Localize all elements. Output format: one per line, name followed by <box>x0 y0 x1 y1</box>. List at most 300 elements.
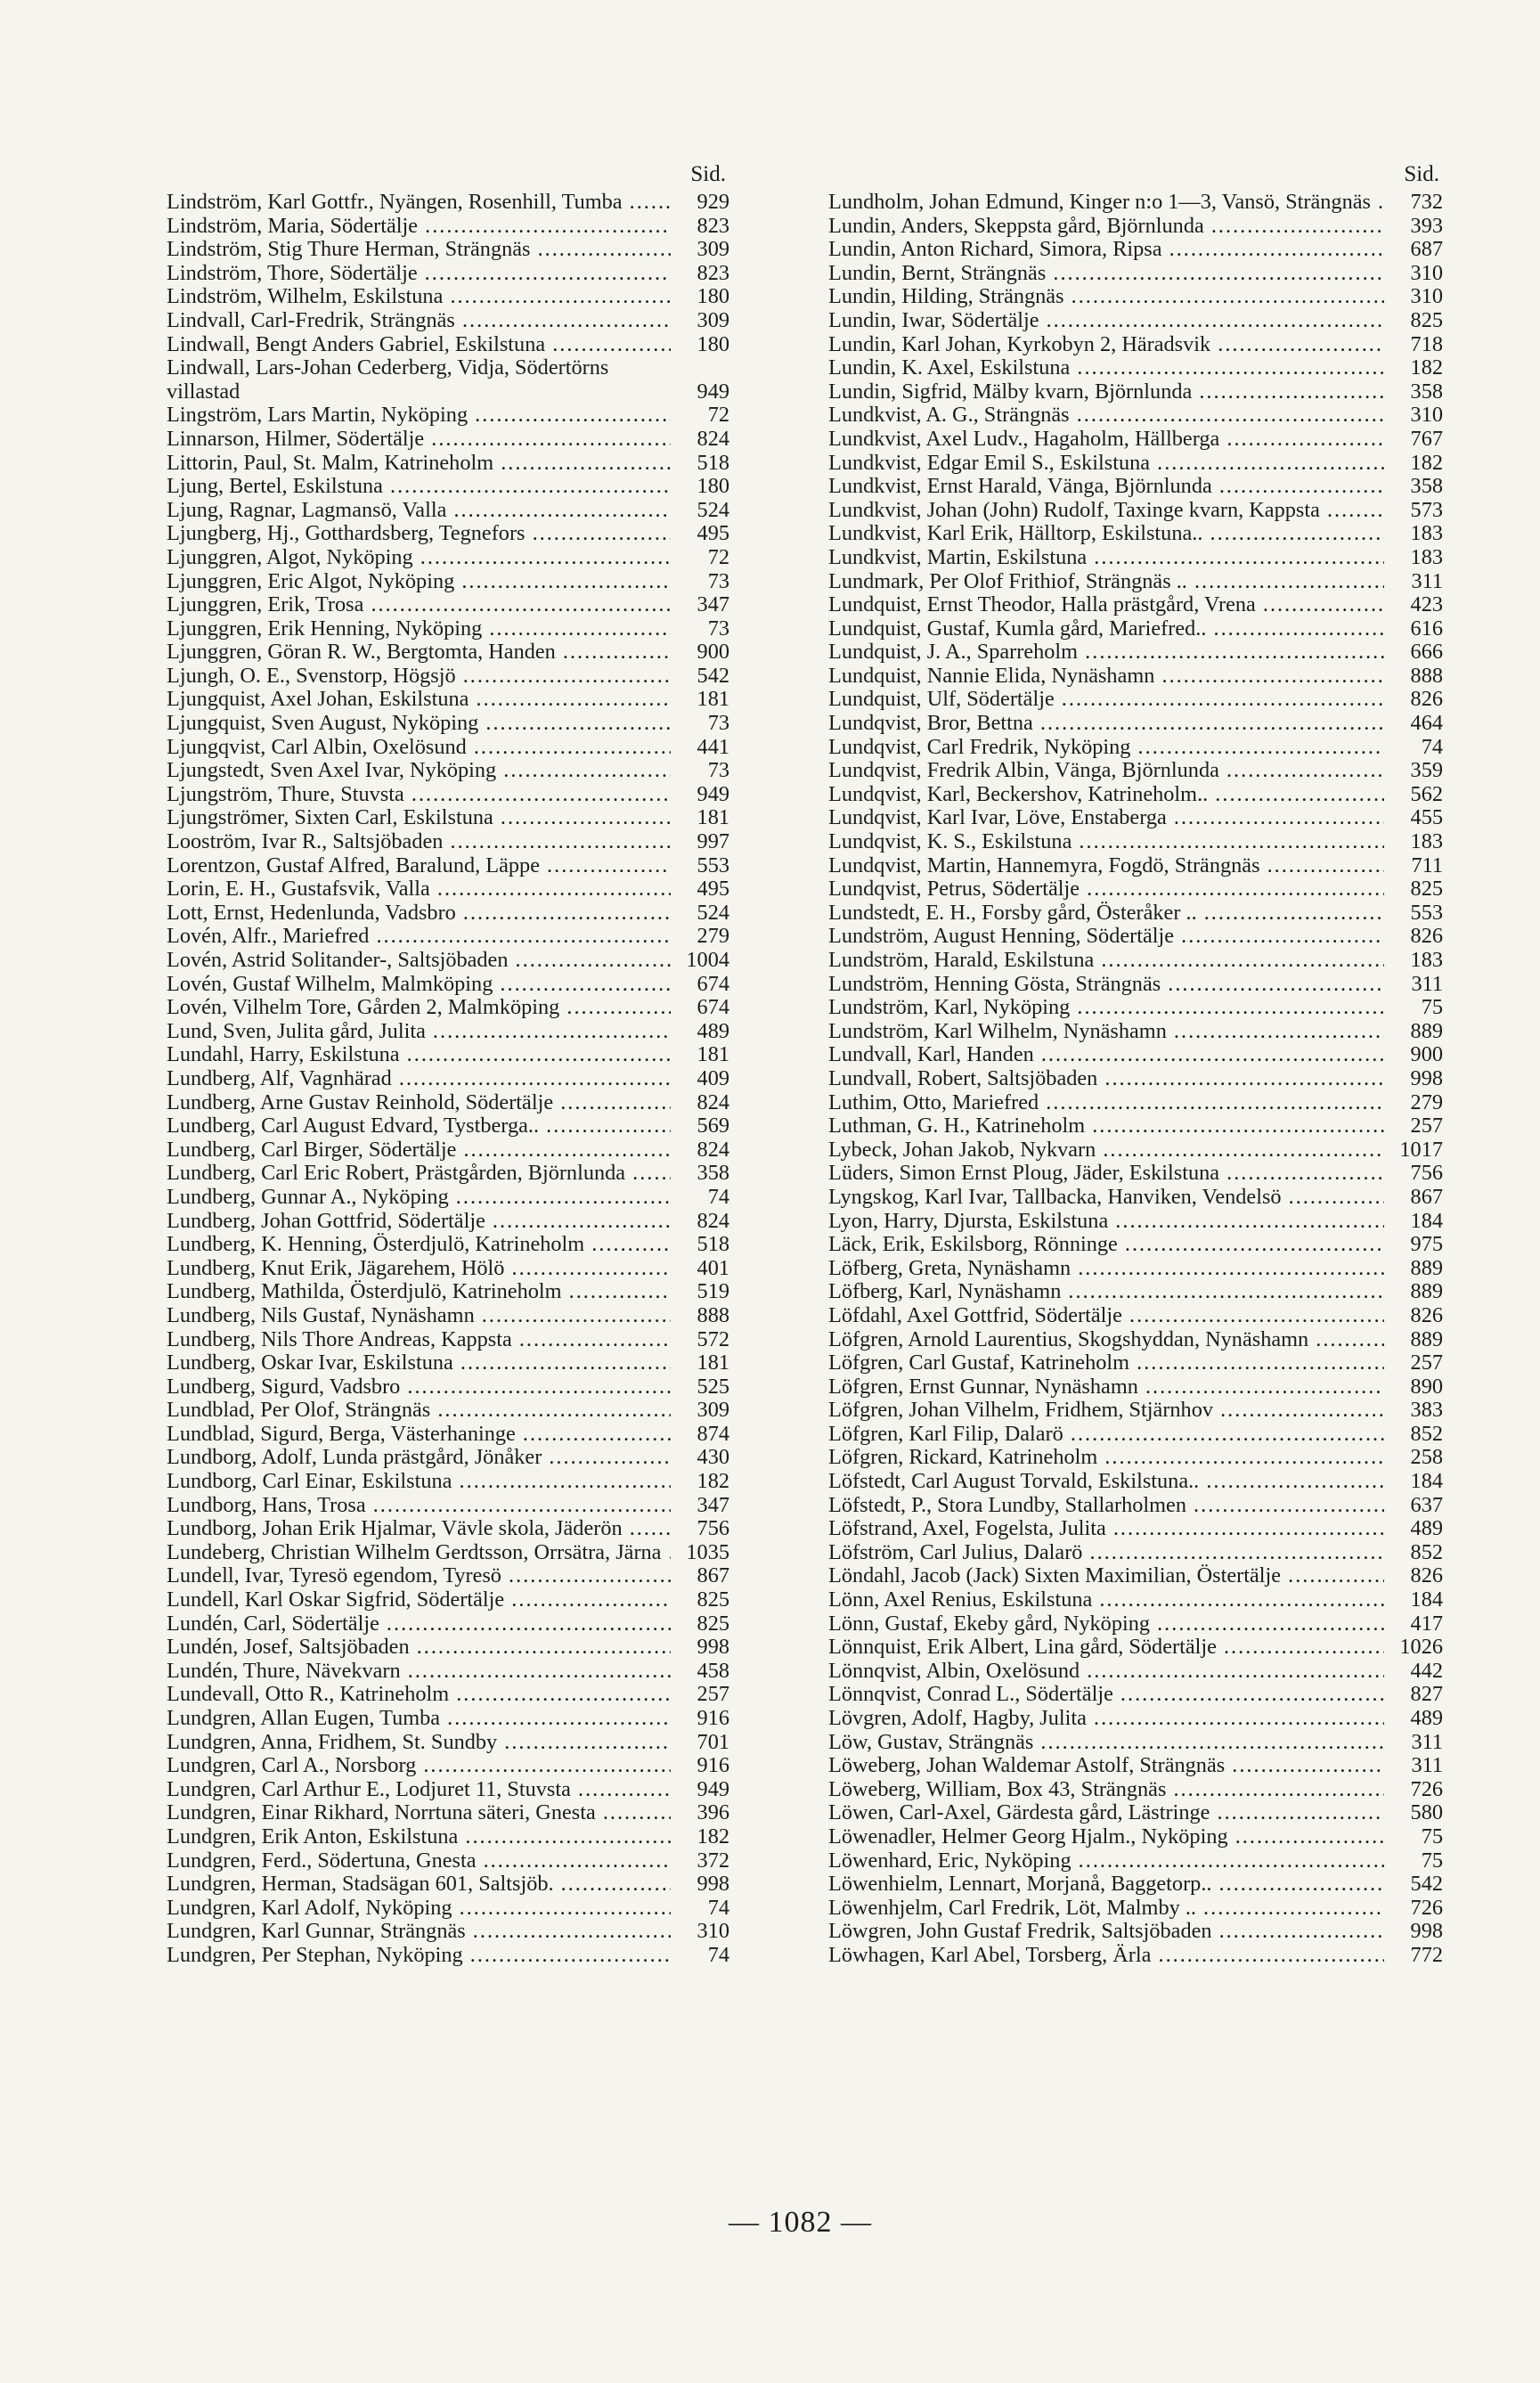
directory-entry <box>828 925 1443 949</box>
entry-name: Lundqvist, K. S., Eskilstuna ..... <box>828 830 1384 854</box>
entry-page-number: 553 <box>1410 900 1443 925</box>
entry-name: Looström, Ivar R., Saltsjöbaden ..... <box>167 830 671 854</box>
entry-name: Lundholm, Johan Edmund, Kinger n:o 1—3, Vansö, Strängnäs ..... <box>828 191 1384 215</box>
entry-name: Lindström, Karl Gottfr., Nyängen, Rosenhill, Tumba ..... <box>167 191 671 215</box>
entry-name: Lundberg, K. Henning, Österdjulö, Katrineholm ..... <box>167 1233 671 1257</box>
entry-page-number: 73 <box>707 758 729 783</box>
directory-entry <box>167 1707 729 1731</box>
directory-entry <box>167 1446 729 1470</box>
directory-entry <box>828 1233 1443 1257</box>
entry-page-number: 997 <box>697 829 729 854</box>
entry-page-number: 562 <box>1410 781 1443 806</box>
entry-page-number: 826 <box>1410 1563 1443 1588</box>
entry-page-number: 257 <box>1410 1114 1443 1138</box>
entry-page-number: 423 <box>1410 592 1443 617</box>
directory-entry <box>828 333 1443 357</box>
directory-entry <box>167 522 729 546</box>
directory-entry <box>828 593 1443 617</box>
entry-name: Ljunggren, Erik, Trosa ..... <box>167 593 671 617</box>
directory-entry <box>828 1920 1443 1944</box>
entry-page-number: 182 <box>1410 355 1443 380</box>
entry-page-number: 75 <box>1421 1848 1443 1873</box>
entry-name: Lott, Ernst, Hedenlunda, Vadsbro ..... <box>167 902 671 926</box>
directory-entry <box>167 1897 729 1921</box>
entry-name: Lundkvist, Ernst Harald, Vänga, Björnlunda ..... <box>828 475 1384 499</box>
entry-page-number: 867 <box>697 1563 729 1588</box>
entry-name: Lundell, Ivar, Tyresö egendom, Tyresö ..... <box>167 1564 671 1588</box>
entry-page-number: 888 <box>697 1302 729 1327</box>
directory-entry <box>828 641 1443 665</box>
directory-entry <box>167 309 729 333</box>
entry-name: Lönnqvist, Albin, Oxelösund ..... <box>828 1660 1384 1684</box>
directory-entry <box>828 1257 1443 1281</box>
entry-page-number: 430 <box>697 1445 729 1470</box>
entry-page-number: 998 <box>1410 1919 1443 1944</box>
directory-entry <box>167 877 729 902</box>
entry-name: Lundblad, Per Olof, Strängnäs ..... <box>167 1399 671 1423</box>
entry-page-number: 442 <box>1410 1658 1443 1683</box>
entry-name: Ljungqvist, Carl Albin, Oxelösund ..... <box>167 736 671 760</box>
entry-name: Lindwall, Lars-Johan Cederberg, Vidja, Södertörns villastad <box>167 356 609 404</box>
entry-name: Lundberg, Arne Gustav Reinhold, Södertälje ..... <box>167 1091 671 1115</box>
directory-entry <box>167 1091 729 1115</box>
entry-name: Lundén, Josef, Saltsjöbaden ..... <box>167 1636 671 1660</box>
entry-name: Lönn, Gustaf, Ekeby gård, Nyköping ..... <box>828 1612 1384 1636</box>
entry-page-number: 182 <box>697 1824 729 1848</box>
entry-page-number: 826 <box>1410 1302 1443 1327</box>
entry-page-number: 711 <box>1411 853 1443 877</box>
directory-entry <box>828 238 1443 262</box>
directory-entry <box>828 1067 1443 1091</box>
directory-entry <box>167 1020 729 1044</box>
directory-entry <box>828 973 1443 997</box>
entry-name: Löfstedt, P., Stora Lundby, Stallarholmen ..... <box>828 1494 1384 1518</box>
directory-entry <box>167 1257 729 1281</box>
directory-entry <box>828 546 1443 570</box>
entry-page-number: 975 <box>1410 1232 1443 1257</box>
page-ref-header: Sid. <box>1404 162 1439 186</box>
entry-name: Lundkvist, Johan (John) Rudolf, Taxinge kvarn, Kappsta ..... <box>828 499 1384 523</box>
entry-page-number: 72 <box>707 544 729 569</box>
entry-page-number: 182 <box>1410 450 1443 475</box>
entry-page-number: 181 <box>697 687 729 712</box>
directory-entry <box>828 1517 1443 1541</box>
entry-name: Ljung, Bertel, Eskilstuna ..... <box>167 475 671 499</box>
entry-name: Lundgren, Carl A., Norsborg ..... <box>167 1754 671 1778</box>
directory-entry <box>167 1920 729 1944</box>
entry-page-number: 826 <box>1410 687 1443 712</box>
directory-entry <box>828 380 1443 404</box>
entry-page-number: 458 <box>697 1658 729 1683</box>
entry-name: Lundberg, Oskar Ivar, Eskilstuna ..... <box>167 1351 671 1375</box>
entry-name: Lundgren, Karl Gunnar, Strängnäs ..... <box>167 1920 671 1944</box>
directory-entry <box>828 285 1443 309</box>
entry-page-number: 258 <box>1410 1445 1443 1470</box>
entry-name: Lundgren, Herman, Stadsägan 601, Saltsjöb. ..... <box>167 1873 671 1897</box>
entry-page-number: 929 <box>697 190 729 214</box>
entry-page-number: 75 <box>1421 995 1443 1020</box>
entry-page-number: 949 <box>697 1776 729 1801</box>
entry-name: Lönn, Axel Renius, Eskilstuna ..... <box>828 1588 1384 1612</box>
entry-name: Lundkvist, Edgar Emil S., Eskilstuna ..... <box>828 452 1384 476</box>
entry-name: Littorin, Paul, St. Malm, Katrineholm ..... <box>167 452 671 476</box>
entry-page-number: 573 <box>1410 497 1443 522</box>
entry-page-number: 455 <box>1410 805 1443 830</box>
entry-page-number: 489 <box>697 1018 729 1043</box>
directory-entry <box>167 925 729 949</box>
entry-name: Lindström, Wilhelm, Eskilstuna ..... <box>167 285 671 309</box>
entry-name: Lundström, Karl, Nyköping ..... <box>828 996 1384 1020</box>
entry-page-number: 524 <box>697 497 729 522</box>
directory-entry <box>828 1541 1443 1565</box>
entry-name: Löweberg, William, Box 43, Strängnäs ..... <box>828 1778 1384 1802</box>
directory-entry <box>828 617 1443 641</box>
directory-entry <box>828 1043 1443 1067</box>
entry-name: Löfstedt, Carl August Torvald, Eskilstuna.. ..... <box>828 1470 1384 1494</box>
entry-page-number: 825 <box>1410 877 1443 902</box>
directory-entry <box>828 428 1443 452</box>
directory-entry <box>828 1660 1443 1684</box>
entry-page-number: 183 <box>1410 829 1443 854</box>
entry-name: Lundqvist, Martin, Hannemyra, Fogdö, Strängnäs ..... <box>828 854 1384 878</box>
directory-entry <box>167 1280 729 1304</box>
entry-name: Löfberg, Greta, Nynäshamn ..... <box>828 1257 1384 1281</box>
directory-entry <box>828 830 1443 854</box>
directory-entry <box>828 1636 1443 1660</box>
directory-entry <box>167 1825 729 1849</box>
entry-name: Lundmark, Per Olof Frithiof, Strängnäs .. ..... <box>828 570 1384 594</box>
entry-page-number: 181 <box>697 1042 729 1067</box>
entry-page-number: 1004 <box>686 948 729 972</box>
entry-page-number: 74 <box>707 1942 729 1967</box>
entry-name: Löwenadler, Helmer Georg Hjalm., Nyköping ..... <box>828 1825 1384 1849</box>
directory-entry <box>828 1162 1443 1186</box>
right-column <box>828 159 1443 1968</box>
entry-name: Lundquist, Nannie Elida, Nynäshamn ..... <box>828 665 1384 689</box>
entry-page-number: 874 <box>697 1421 729 1446</box>
directory-entry <box>167 1517 729 1541</box>
directory-entry <box>167 570 729 594</box>
entry-page-number: 732 <box>1410 190 1443 214</box>
entry-name: Lüders, Simon Ernst Ploug, Jäder, Eskilstuna ..... <box>828 1162 1384 1186</box>
entry-page-number: 616 <box>1410 616 1443 641</box>
directory-entry <box>828 712 1443 736</box>
directory-entry <box>828 1091 1443 1115</box>
entry-name: Lundquist, Gustaf, Kumla gård, Mariefred.. ..... <box>828 617 1384 641</box>
entry-name: Lundqvist, Karl, Beckershov, Katrineholm.. ..... <box>828 783 1384 807</box>
entry-page-number: 756 <box>697 1516 729 1541</box>
directory-entry <box>828 1328 1443 1352</box>
directory-entry <box>167 1328 729 1352</box>
directory-entry <box>167 783 729 807</box>
entry-name: Lindwall, Bengt Anders Gabriel, Eskilstuna ..... <box>167 333 671 357</box>
directory-entry <box>828 1707 1443 1731</box>
directory-entry <box>828 783 1443 807</box>
entry-name: Lundén, Thure, Nävekvarn ..... <box>167 1660 671 1684</box>
entry-page-number: 73 <box>707 711 729 736</box>
entry-name: Ljungberg, Hj., Gotthardsberg, Tegnefors ..... <box>167 522 671 546</box>
entry-name: Lundkvist, Axel Ludv., Hagaholm, Hällberga ..... <box>828 428 1384 452</box>
entry-name: Löfström, Carl Julius, Dalarö ..... <box>828 1541 1384 1565</box>
entry-page-number: 279 <box>697 924 729 949</box>
entry-name: Lundberg, Carl Birger, Södertälje ..... <box>167 1138 671 1163</box>
entry-name: Löweberg, Johan Waldemar Astolf, Strängnäs ..... <box>828 1754 1384 1778</box>
directory-entry <box>167 806 729 830</box>
entry-name: Lundberg, Gunnar A., Nyköping ..... <box>167 1186 671 1210</box>
directory-entry <box>167 1683 729 1707</box>
entry-name: Lundgren, Anna, Fridhem, St. Sundby ..... <box>167 1731 671 1755</box>
entry-page-number: 900 <box>697 640 729 665</box>
directory-entry <box>167 641 729 665</box>
entry-name: Lundeberg, Christian Wilhelm Gerdtsson, Orrsätra, Järna ..... <box>167 1541 671 1565</box>
entry-page-number: 674 <box>697 971 729 996</box>
directory-entry <box>167 262 729 286</box>
directory-entry <box>828 1564 1443 1588</box>
directory-entry <box>167 1470 729 1494</box>
entry-name: Ljungströmer, Sixten Carl, Eskilstuna ..... <box>167 806 671 830</box>
entry-page-number: 495 <box>697 521 729 546</box>
entry-name: Löfgren, Carl Gustaf, Katrineholm ..... <box>828 1351 1384 1375</box>
entry-page-number: 666 <box>1410 640 1443 665</box>
entry-page-number: 309 <box>697 237 729 262</box>
entry-name: Ljungquist, Axel Johan, Eskilstuna ..... <box>167 688 671 712</box>
entry-page-number: 257 <box>697 1682 729 1707</box>
entry-page-number: 1035 <box>686 1539 729 1564</box>
entry-name: Lundborg, Adolf, Lunda prästgård, Jönåker ..... <box>167 1446 671 1470</box>
entry-name: Lybeck, Johan Jakob, Nykvarn ..... <box>828 1138 1384 1163</box>
entry-page-number: 524 <box>697 900 729 925</box>
directory-entry <box>828 688 1443 712</box>
directory-entry <box>167 1162 729 1186</box>
entry-page-number: 181 <box>697 805 729 830</box>
entry-name: Ljung, Ragnar, Lagmansö, Valla ..... <box>167 499 671 523</box>
directory-entry <box>167 712 729 736</box>
entry-name: Lundberg, Sigurd, Vadsbro ..... <box>167 1375 671 1400</box>
entry-page-number: 409 <box>697 1065 729 1090</box>
entry-name: Lundén, Carl, Södertälje ..... <box>167 1612 671 1636</box>
entry-name: Löwgren, John Gustaf Fredrik, Saltsjöbaden ..... <box>828 1920 1384 1944</box>
entry-name: Lorin, E. H., Gustafsvik, Valla ..... <box>167 877 671 902</box>
entry-name: Löwenhjelm, Carl Fredrik, Löt, Malmby .. ..... <box>828 1897 1384 1921</box>
entry-page-number: 74 <box>707 1184 729 1209</box>
entry-page-number: 949 <box>697 379 729 404</box>
entry-page-number: 687 <box>1410 237 1443 262</box>
directory-entry <box>167 854 729 878</box>
entry-page-number: 73 <box>707 616 729 641</box>
directory-entry <box>828 806 1443 830</box>
directory-entry <box>167 1494 729 1518</box>
entry-name: Lundström, Henning Gösta, Strängnäs ..... <box>828 973 1384 997</box>
directory-entry <box>828 1446 1443 1470</box>
directory-entry <box>167 1636 729 1660</box>
entry-name: Lundin, Bernt, Strängnäs ..... <box>828 262 1384 286</box>
directory-entry <box>167 902 729 926</box>
left-column <box>167 159 729 1968</box>
directory-entry <box>167 1873 729 1897</box>
entry-page-number: 383 <box>1410 1398 1443 1423</box>
entry-name: Löfgren, Ernst Gunnar, Nynäshamn ..... <box>828 1375 1384 1400</box>
entry-page-number: 824 <box>697 1089 729 1114</box>
entry-page-number: 184 <box>1410 1469 1443 1494</box>
entry-name: Lundgren, Per Stephan, Nyköping ..... <box>167 1944 671 1968</box>
entry-name: Lyngskog, Karl Ivar, Tallbacka, Hanviken, Vendelsö ..... <box>828 1186 1384 1210</box>
entry-name: Löwen, Carl-Axel, Gärdesta gård, Lästringe ..... <box>828 1801 1384 1825</box>
entry-name: Lönnquist, Erik Albert, Lina gård, Södertälje ..... <box>828 1636 1384 1660</box>
entry-name: Lundkvist, Karl Erik, Hälltorp, Eskilstuna.. ..... <box>828 522 1384 546</box>
entry-name: Ljunggren, Eric Algot, Nyköping ..... <box>167 570 671 594</box>
entry-name: Lovén, Gustaf Wilhelm, Malmköping ..... <box>167 973 671 997</box>
entry-name: Lundquist, Ulf, Södertälje ..... <box>828 688 1384 712</box>
entry-name: Lundquist, J. A., Sparreholm ..... <box>828 641 1384 665</box>
entry-name: Lundin, Sigfrid, Mälby kvarn, Björnlunda ..... <box>828 380 1384 404</box>
entry-page-number: 417 <box>1410 1611 1443 1636</box>
entry-page-number: 888 <box>1410 663 1443 688</box>
entry-page-number: 852 <box>1410 1539 1443 1564</box>
directory-entry <box>828 1731 1443 1755</box>
directory-entry <box>167 1801 729 1825</box>
directory-entry <box>828 356 1443 380</box>
directory-entry <box>167 1778 729 1802</box>
directory-entry <box>828 759 1443 783</box>
entry-page-number: 180 <box>697 284 729 309</box>
entry-page-number: 889 <box>1410 1018 1443 1043</box>
directory-entry <box>828 854 1443 878</box>
directory-entry <box>167 617 729 641</box>
entry-name: Lundqvist, Karl Ivar, Löve, Enstaberga ..... <box>828 806 1384 830</box>
entry-name: Löwenhard, Eric, Nyköping ..... <box>828 1849 1384 1873</box>
entry-page-number: 310 <box>1410 284 1443 309</box>
entry-name: Lundgren, Allan Eugen, Tumba ..... <box>167 1707 671 1731</box>
entry-page-number: 825 <box>1410 307 1443 332</box>
directory-entry <box>828 1304 1443 1328</box>
entry-page-number: 309 <box>697 307 729 332</box>
entry-page-number: 569 <box>697 1114 729 1138</box>
entry-name: Lundin, Karl Johan, Kyrkobyn 2, Häradsvik ..... <box>828 333 1384 357</box>
directory-entry <box>828 1280 1443 1304</box>
directory-entry <box>167 1588 729 1612</box>
directory-entry <box>828 1470 1443 1494</box>
entry-name: Lundberg, Carl August Edvard, Tystberga.. ..... <box>167 1114 671 1138</box>
entry-page-number: 310 <box>697 1919 729 1944</box>
directory-entry <box>828 1873 1443 1897</box>
directory-entry <box>828 949 1443 973</box>
directory-entry <box>828 1494 1443 1518</box>
directory-entry <box>828 1351 1443 1375</box>
entry-name: Lundqvist, Bror, Bettna ..... <box>828 712 1384 736</box>
entry-name: Löwhagen, Karl Abel, Torsberg, Ärla ..... <box>828 1944 1384 1968</box>
entry-name: Löfgren, Karl Filip, Dalarö ..... <box>828 1423 1384 1447</box>
directory-entry <box>167 1423 729 1447</box>
entry-page-number: 183 <box>1410 521 1443 546</box>
entry-page-number: 74 <box>707 1895 729 1920</box>
entry-list <box>167 191 729 1968</box>
entry-page-number: 73 <box>707 568 729 593</box>
entry-page-number: 998 <box>1410 1065 1443 1090</box>
directory-entry <box>828 452 1443 476</box>
entry-page-number: 358 <box>1410 379 1443 404</box>
directory-entry <box>167 1375 729 1400</box>
entry-page-number: 359 <box>1410 758 1443 783</box>
entry-name: Lundkvist, Martin, Eskilstuna ..... <box>828 546 1384 570</box>
directory-entry <box>167 1186 729 1210</box>
entry-page-number: 183 <box>1410 544 1443 569</box>
entry-page-number: 772 <box>1410 1942 1443 1967</box>
entry-name: Lovén, Alfr., Mariefred ..... <box>167 925 671 949</box>
entry-page-number: 916 <box>697 1706 729 1730</box>
entry-name: Luthman, G. H., Katrineholm ..... <box>828 1114 1384 1138</box>
entry-name: Linnarson, Hilmer, Södertälje ..... <box>167 428 671 452</box>
directory-entry <box>167 1043 729 1067</box>
directory-entry <box>828 1897 1443 1921</box>
entry-page-number: 572 <box>697 1326 729 1351</box>
entry-page-number: 889 <box>1410 1255 1443 1280</box>
entry-name: Ljungström, Thure, Stuvsta ..... <box>167 783 671 807</box>
directory-entry <box>828 736 1443 760</box>
entry-page-number: 823 <box>697 260 729 285</box>
directory-entry <box>167 665 729 689</box>
directory-entry <box>828 996 1443 1020</box>
entry-name: Löfgren, Johan Vilhelm, Fridhem, Stjärnhov ..... <box>828 1399 1384 1423</box>
directory-entry <box>167 499 729 523</box>
entry-name: Lundvall, Robert, Saltsjöbaden ..... <box>828 1067 1384 1091</box>
page-number: — 1082 — <box>729 2206 872 2239</box>
entry-page-number: 180 <box>697 474 729 499</box>
entry-page-number: 372 <box>697 1848 729 1873</box>
directory-entry <box>828 1186 1443 1210</box>
entry-page-number: 889 <box>1410 1326 1443 1351</box>
entry-name: Lundborg, Carl Einar, Eskilstuna ..... <box>167 1470 671 1494</box>
directory-entry <box>828 215 1443 239</box>
entry-name: Lundin, Iwar, Södertälje ..... <box>828 309 1384 333</box>
entry-name: Lundin, K. Axel, Eskilstuna ..... <box>828 356 1384 380</box>
entry-name: Lindström, Stig Thure Herman, Strängnäs ..... <box>167 238 671 262</box>
entry-name: Lingström, Lars Martin, Nyköping ..... <box>167 404 671 428</box>
directory-entry <box>828 522 1443 546</box>
entry-page-number: 311 <box>1411 971 1443 996</box>
directory-entry <box>167 736 729 760</box>
entry-name: Läck, Erik, Eskilsborg, Rönninge ..... <box>828 1233 1384 1257</box>
entry-page-number: 180 <box>697 331 729 356</box>
directory-entry <box>167 475 729 499</box>
entry-page-number: 542 <box>1410 1872 1443 1897</box>
directory-entry <box>167 1731 729 1755</box>
directory-entry <box>828 309 1443 333</box>
entry-name: Ljungh, O. E., Svenstorp, Högsjö ..... <box>167 665 671 689</box>
entry-page-number: 825 <box>697 1611 729 1636</box>
entry-page-number: 72 <box>707 403 729 428</box>
entry-name: Lundevall, Otto R., Katrineholm ..... <box>167 1683 671 1707</box>
entry-page-number: 827 <box>1410 1682 1443 1707</box>
directory-entry <box>828 1423 1443 1447</box>
entry-name: Lundberg, Alf, Vagnhärad ..... <box>167 1067 671 1091</box>
entry-page-number: 718 <box>1410 331 1443 356</box>
entry-name: Lundin, Hilding, Strängnäs ..... <box>828 285 1384 309</box>
entry-name: Ljunggren, Algot, Nyköping ..... <box>167 546 671 570</box>
directory-entry <box>828 191 1443 215</box>
entry-page-number: 358 <box>697 1161 729 1186</box>
directory-entry <box>828 1588 1443 1612</box>
directory-entry <box>167 428 729 452</box>
entry-name: Lindström, Maria, Södertälje ..... <box>167 215 671 239</box>
entry-name: Löfdahl, Axel Gottfrid, Södertälje ..... <box>828 1304 1384 1328</box>
directory-entry <box>167 215 729 239</box>
entry-page-number: 1026 <box>1399 1635 1443 1660</box>
entry-page-number: 310 <box>1410 260 1443 285</box>
directory-entry <box>167 356 729 404</box>
entry-name: Lundquist, Ernst Theodor, Halla prästgård, Vrena ..... <box>828 593 1384 617</box>
entry-page-number: 518 <box>697 450 729 475</box>
entry-name: Luthim, Otto, Mariefred ..... <box>828 1091 1384 1115</box>
